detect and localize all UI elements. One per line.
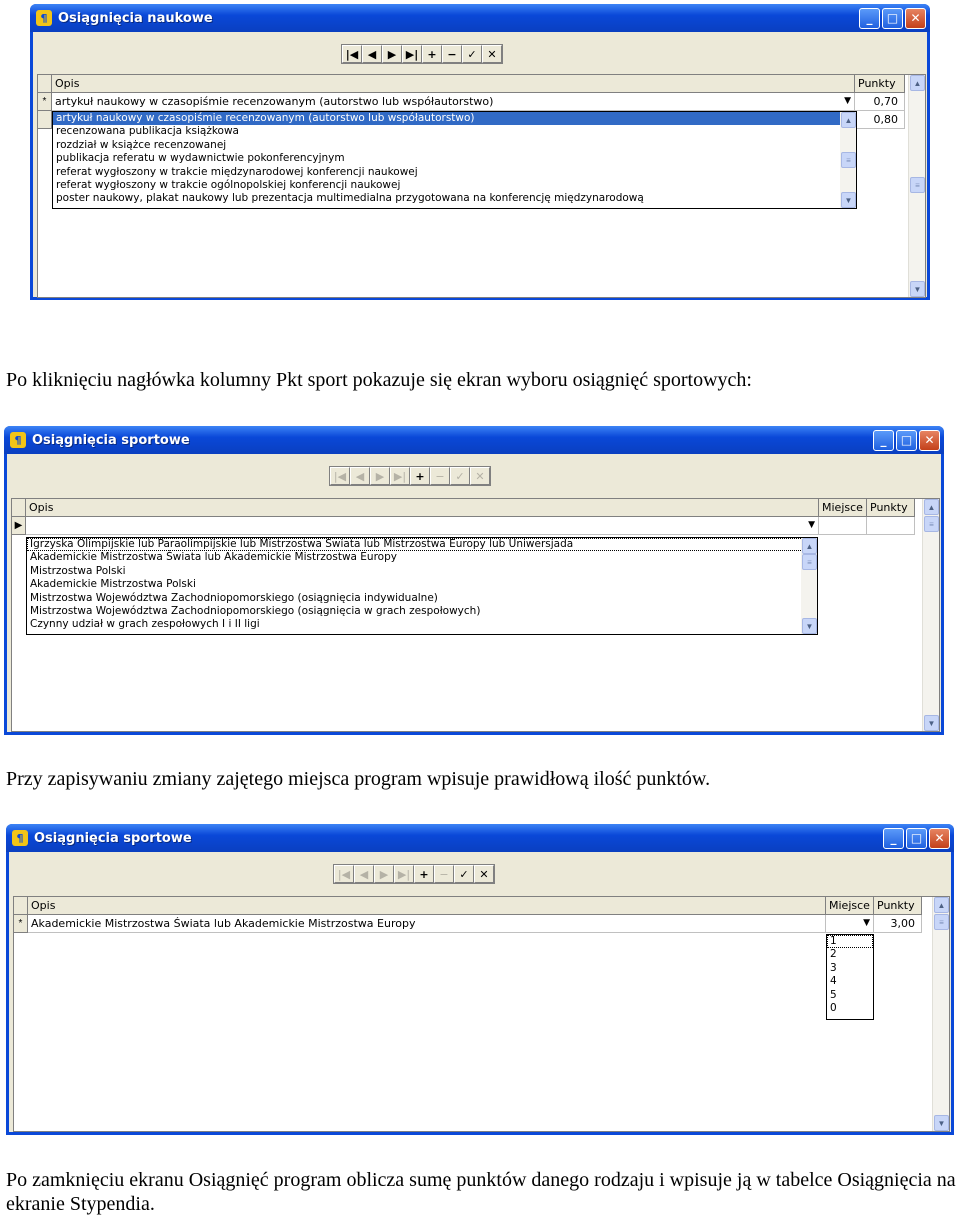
close-button[interactable]: ✕ [919,430,940,451]
table-row[interactable] [38,93,905,111]
cell-punkty[interactable]: 3,00 [874,915,922,933]
cancel-edit-button[interactable]: ✕ [482,45,502,63]
window-osiagniecia-sportowe-2 [6,824,954,1135]
header-indicator [38,75,52,93]
next-record-button[interactable]: ▶ [382,45,402,63]
data-grid[interactable] [37,74,926,298]
list-item[interactable]: Akademickie Mistrzostwa Świata lub Akademickie Mistrzostwa Europy [30,551,397,564]
scroll-thumb[interactable]: ≡ [841,152,856,168]
post-edit-button[interactable]: ✓ [454,865,474,883]
data-grid[interactable] [13,896,950,1132]
list-item[interactable]: referat wygłoszony w trakcie ogólnopolskiej konferencji naukowej [56,178,401,191]
cell-punkty[interactable] [867,517,915,535]
grid-scrollbar[interactable] [932,897,949,1131]
column-header-miejsce[interactable]: Miejsce [819,499,867,517]
column-header-miejsce[interactable]: Miejsce [826,897,874,915]
paragraph-1: Po kliknięciu nagłówka kolumny Pkt sport pokazuje się ekran wyboru osiągnięć sportowych: [6,369,752,391]
scroll-up-button[interactable]: ▲ [910,75,925,91]
cell-miejsce[interactable] [826,915,874,933]
cell-miejsce[interactable] [819,517,867,535]
miejsce-dropdown-list[interactable] [826,934,874,1020]
scroll-down-button[interactable]: ▼ [934,1115,949,1131]
row-indicator: ▶ [12,517,26,535]
first-record-button[interactable]: |◀ [342,45,362,63]
scroll-down-button[interactable]: ▼ [924,715,939,731]
window-osiagniecia-sportowe [4,426,944,735]
paragraph-3: Po zamknięciu ekranu Osiągnięć program oblicza sumę punktów danego rodzaju i wpisuje ją w tabelce Osiągnięcia na ekranie Stypendia. [6,1169,956,1215]
list-scrollbar[interactable] [801,538,817,634]
grid-header [14,897,922,915]
app-icon: ¶ [10,432,26,448]
dropdown-arrow-icon[interactable]: ▼ [844,96,851,106]
last-record-button[interactable]: ▶| [402,45,422,63]
list-item[interactable]: artykuł naukowy w czasopiśmie recenzowanym (autorstwo lub współautorstwo) [53,112,856,125]
row-indicator: * [14,915,28,933]
list-item[interactable]: 5 [830,988,837,1001]
last-record-button[interactable]: ▶| [390,467,410,485]
maximize-button[interactable]: □ [906,828,927,849]
delete-record-button[interactable]: − [434,865,454,883]
list-item[interactable]: 4 [830,975,837,988]
scroll-thumb[interactable]: ≡ [910,177,925,193]
list-item[interactable]: Igrzyska Olimpijskie lub Paraolimpijskie lub Mistrzostwa Świata lub Mistrzostwa Europy lub Uniwersjada [27,538,817,551]
grid-scrollbar[interactable] [922,499,939,731]
app-icon: ¶ [12,830,28,846]
scroll-up-button[interactable]: ▲ [802,538,817,554]
list-item[interactable]: recenzowana publikacja książkowa [56,125,239,138]
post-edit-button[interactable]: ✓ [450,467,470,485]
delete-record-button[interactable]: − [442,45,462,63]
header-indicator [12,499,26,517]
minimize-button[interactable]: _ [873,430,894,451]
title-bar[interactable] [30,4,930,32]
minimize-button[interactable]: _ [883,828,904,849]
prior-record-button[interactable]: ◀ [350,467,370,485]
window-title: Osiągnięcia sportowe [32,432,190,448]
cancel-edit-button[interactable]: ✕ [474,865,494,883]
window-client [7,454,941,732]
db-navigator [333,864,495,884]
cell-opis[interactable]: Akademickie Mistrzostwa Świata lub Akademickie Mistrzostwa Europy [28,915,826,933]
scroll-thumb[interactable]: ≡ [924,516,939,532]
window-osiagniecia-naukowe [30,4,930,300]
column-header-opis[interactable]: Opis [52,75,855,93]
column-header-punkty[interactable]: Punkty [874,897,922,915]
cancel-edit-button[interactable]: ✕ [470,467,490,485]
cell-punkty[interactable]: 0,70 [855,93,905,111]
list-item[interactable]: Akademickie Mistrzostwa Polski [30,578,196,591]
maximize-button[interactable]: □ [896,430,917,451]
list-item[interactable]: 1 [827,935,873,948]
delete-record-button[interactable]: − [430,467,450,485]
prior-record-button[interactable]: ◀ [362,45,382,63]
list-item[interactable]: rozdział w książce recenzowanej [56,138,227,151]
window-title: Osiągnięcia sportowe [34,830,192,846]
grid-header [12,499,915,517]
dropdown-arrow-icon[interactable]: ▼ [863,918,870,928]
insert-record-button[interactable]: + [414,865,434,883]
cell-opis-text: artykuł naukowy w czasopiśmie recenzowanym (autorstwo lub współautorstwo) [55,95,494,108]
minimize-button[interactable]: _ [859,8,880,29]
title-bar[interactable] [4,426,944,454]
column-header-opis[interactable]: Opis [26,499,819,517]
close-button[interactable]: ✕ [929,828,950,849]
grid-scrollbar[interactable] [908,75,925,297]
first-record-button[interactable]: |◀ [334,865,354,883]
data-grid[interactable] [11,498,940,732]
cell-punkty[interactable]: 0,80 [855,111,905,129]
list-scrollbar[interactable] [840,112,856,208]
scroll-thumb[interactable]: ≡ [934,914,949,930]
table-row[interactable] [12,517,915,535]
insert-record-button[interactable]: + [410,467,430,485]
list-item[interactable]: Mistrzostwa Województwa Zachodniopomorskiego (osiągnięcia w grach zespołowych) [30,604,481,617]
scroll-thumb[interactable]: ≡ [802,554,817,570]
last-record-button[interactable]: ▶| [394,865,414,883]
window-client [9,852,951,1132]
scroll-up-button[interactable]: ▲ [841,112,856,128]
opis-dropdown-list[interactable] [52,111,857,209]
paragraph-2: Przy zapisywaniu zmiany zajętego miejsca program wpisuje prawidłową ilość punktów. [6,768,711,790]
list-item[interactable]: 0 [830,1001,837,1014]
scroll-up-button[interactable]: ▲ [924,499,939,515]
header-indicator [14,897,28,915]
maximize-button[interactable]: □ [882,8,903,29]
scroll-down-button[interactable]: ▼ [841,192,856,208]
next-record-button[interactable]: ▶ [370,467,390,485]
db-navigator [329,466,491,486]
row-indicator [38,111,52,129]
cell-opis[interactable] [26,517,819,535]
scroll-down-button[interactable]: ▼ [802,618,817,634]
opis-dropdown-list[interactable] [26,537,818,635]
db-navigator [341,44,503,64]
row-indicator: * [38,93,52,111]
post-edit-button[interactable]: ✓ [462,45,482,63]
dropdown-arrow-icon[interactable]: ▼ [808,520,815,530]
list-item[interactable]: 2 [830,948,837,961]
list-item[interactable]: poster naukowy, plakat naukowy lub prezentacja multimedialna przygotowana na konferencję międzynarodową [56,192,644,205]
next-record-button[interactable]: ▶ [374,865,394,883]
close-button[interactable]: ✕ [905,8,926,29]
table-row[interactable] [14,915,922,933]
window-client [33,32,927,297]
app-icon: ¶ [36,10,52,26]
title-bar[interactable] [6,824,954,852]
scroll-down-button[interactable]: ▼ [910,281,925,297]
cell-opis[interactable] [52,93,855,111]
list-item[interactable]: referat wygłoszony w trakcie międzynarodowej konferencji naukowej [56,165,418,178]
column-header-punkty[interactable]: Punkty [867,499,915,517]
scroll-up-button[interactable]: ▲ [934,897,949,913]
prior-record-button[interactable]: ◀ [354,865,374,883]
window-title: Osiągnięcia naukowe [58,10,213,26]
first-record-button[interactable]: |◀ [330,467,350,485]
list-item[interactable]: publikacja referatu w wydawnictwie pokonferencyjnym [56,152,345,165]
grid-header [38,75,905,93]
list-item[interactable]: 3 [830,961,837,974]
list-item[interactable]: Mistrzostwa Polski [30,564,126,577]
list-item[interactable]: Czynny udział w grach zespołowych I i II ligi [30,618,260,631]
list-item[interactable]: Mistrzostwa Województwa Zachodniopomorskiego (osiągnięcia indywidualne) [30,591,438,604]
column-header-opis[interactable]: Opis [28,897,826,915]
column-header-punkty[interactable]: Punkty [855,75,905,93]
insert-record-button[interactable]: + [422,45,442,63]
